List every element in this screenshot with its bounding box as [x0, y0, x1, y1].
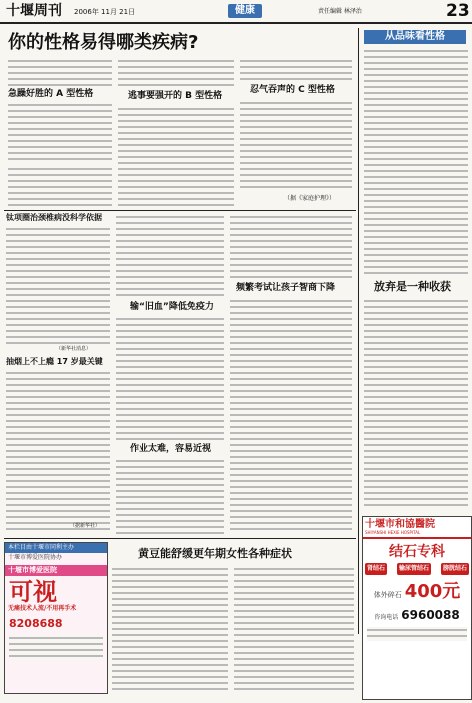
right-col-title1: 从品味看性格: [364, 30, 466, 44]
left-article1-title: 钛项圈治颈椎病没科学依据: [6, 213, 102, 222]
left-article2-credit: （据新华社）: [70, 523, 101, 529]
left-article2-title: 抽烟上不上瘾 17 岁最关键: [6, 357, 103, 366]
ad-left[interactable]: [4, 542, 108, 694]
left-article1-credit: （新华社消息）: [56, 346, 92, 352]
sub-b-body: [118, 106, 234, 206]
ad-right-fineprint: [367, 627, 467, 641]
right-col-body1: [364, 48, 468, 276]
middle-article2-body: [116, 458, 224, 534]
ad-right-service-2: 输尿管结石: [397, 563, 431, 575]
page-number: 23: [446, 1, 470, 21]
ad-right-heading: 结石专科: [389, 544, 445, 560]
sub-b-title: 逃事要强开的 B 型性格: [128, 91, 223, 101]
ad-left-logo-text: 十堰市博爱医院: [5, 565, 107, 576]
issue-date: 2006年 11月 21日: [74, 8, 136, 16]
middle-article1-body: [116, 316, 224, 442]
ad-right-service-3: 膀胱结石: [441, 563, 469, 575]
main-article-intro-col1: [8, 58, 112, 86]
ad-right[interactable]: [362, 516, 472, 700]
sub-c-title: 忍气吞声的 C 型性格: [250, 85, 335, 95]
middle-intro-body: [116, 214, 224, 300]
center-right-intro-body: [230, 214, 352, 280]
masthead-rule: [0, 22, 472, 24]
divider-main-article: [4, 210, 356, 211]
ad-left-fineprint: [9, 635, 103, 659]
paper-name: 十堰周刊: [6, 3, 62, 19]
left-article1-body: [6, 226, 110, 344]
ad-left-big-text: 可视: [9, 578, 57, 606]
center-right-article1-title: 频繁考试让孩子智商下降: [236, 283, 336, 293]
bottom-article-body-col2: [234, 566, 354, 690]
middle-article1-title: 输“旧血”降低免疫力: [130, 302, 214, 312]
ad-right-hotline: 6960088: [401, 608, 460, 622]
main-article-intro-col3: [240, 58, 352, 82]
right-col-body2: [364, 298, 468, 510]
ad-left-sub: 十堰市博爱医院协办: [8, 554, 63, 561]
editor-info: 责任编辑 林泽治: [318, 8, 362, 15]
ad-right-hospital-en: SHIYANSHI HEXIE HOSPITAL: [365, 530, 421, 535]
bottom-article-title: 黄豆能舒缓更年期女性各种症状: [138, 547, 292, 560]
ad-left-header: 本栏目由十堰市同利主办: [5, 543, 107, 553]
ad-right-hotline-label: 咨询电话: [374, 614, 399, 621]
ad-right-price: 400元: [404, 581, 461, 602]
sub-a-title: 急躁好胜的 A 型性格: [8, 89, 94, 99]
main-article-byline: （据《家庭护理》）: [284, 195, 336, 202]
sub-c-body: [240, 100, 352, 192]
ad-left-slogan: 无痛技术人流/不用再手术: [8, 605, 77, 612]
main-article-intro-col2: [118, 58, 234, 86]
ad-right-service-1: 肾结石: [365, 563, 387, 575]
main-article-title: 你的性格易得哪类疾病?: [8, 32, 199, 53]
right-col-title2: 放弃是一种收获: [374, 280, 451, 293]
sub-a-body-2: [8, 166, 112, 206]
sub-a-body-1: [8, 102, 112, 164]
section-tag: 健康: [228, 4, 262, 18]
right-col-rule: [358, 28, 359, 634]
divider-bottom-section: [4, 538, 356, 539]
bottom-article-body-col1: [112, 566, 228, 690]
ad-right-hospital-cn: 十堰市和協醫院: [365, 519, 435, 530]
middle-article2-title: 作业太难，容易近视: [130, 444, 212, 454]
center-right-article1-body: [230, 298, 352, 534]
ad-right-price-label: 体外碎石: [373, 591, 402, 599]
left-article2-body: [6, 370, 110, 530]
ad-left-phone: 8208688: [9, 617, 63, 630]
